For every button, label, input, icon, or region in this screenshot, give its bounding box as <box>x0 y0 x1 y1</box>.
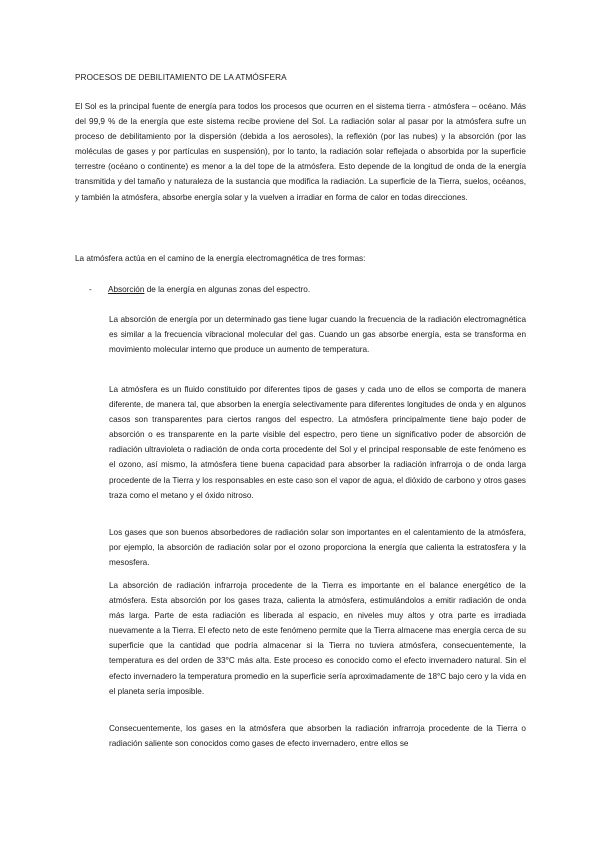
list-bullet: - <box>89 285 92 294</box>
list-item-rest: de la energía en algunas zonas del espectro. <box>144 285 311 294</box>
document-title: PROCESOS DE DEBILITAMIENTO DE LA ATMÓSFERA <box>75 73 287 82</box>
forms-intro-paragraph: La atmósfera actúa en el camino de la energía electromagnética de tres formas: <box>75 254 366 263</box>
list-item-text <box>108 282 310 297</box>
solar-absorbers-paragraph: Los gases que son buenos absorbedores de radiación solar son importantes en el calentamiento de la atmósfera, por ejemplo, la absorción de radiación solar por el ozono proporciona la energía que calienta la estratosfera y la mesosfera. <box>109 528 526 568</box>
atmosphere-gases-paragraph: La atmósfera es un fluido constituido por diferentes tipos de gases y cada uno de ellos se comporta de manera diferente, de manera tal, que absorben la energía selectivamente para diferentes longitudes de onda y en algunos casos son transparentes para ciertos rangos del espectro. La atmósfera principalmente tiene bajo poder de absorción o es transparente en la parte visible del espectro, pero tiene un significativo poder de absorción de radiación ultravioleta o radiación de onda corta procedente del Sol y el principal responsable de este fenómeno es el ozono, así mismo, la atmósfera tiene buena capacidad para absorber la radiación infrarroja o de onda larga procedente de la Tierra y los responsables en este caso son el vapor de agua, el dióxido de carbono y otros gases traza como el metano y el óxido nitroso. <box>109 385 526 500</box>
absorption-definition-paragraph: La absorción de energía por un determinado gas tiene lugar cuando la frecuencia de la radiación electromagnética es similar a la frecuencia vibracional molecular del gas. Cuando un gas absorbe energía, esta se transforma en movimiento molecular interno que produce un aumento de temperatura. <box>109 315 526 355</box>
infrared-absorption-paragraph: La absorción de radiación infrarroja procedente de la Tierra es importante en el balance energético de la atmósfera. Esta absorción por los gases traza, calienta la atmósfera, estimulándolos a emitir radiación de onda más larga. Parte de esta radiación es liberada al espacio, en niveles muy altos y otra parte es irradiada nuevamente a la Tierra. El efecto neto de este fenómeno permite que la Tierra almacene mas energía cerca de su superficie que la cantidad que podría almacenar si la Tierra no tuviera atmósfera, consecuentemente, la temperatura es del orden de 33°C más alta. Este proceso es conocido como el efecto invernadero natural. Sin el efecto invernadero la temperatura promedio en la superficie sería aproximadamente de 18°C bajo cero y la vida en el planeta sería imposible. <box>109 581 526 696</box>
intro-paragraph: El Sol es la principal fuente de energía para todos los procesos que ocurren en el sistema tierra - atmósfera – océano. Más del 99,9 % de la energía que este sistema recibe proviene del Sol. La radiación solar al pasar por la atmósfera sufre un proceso de debilitamiento por la dispersión (debida a los aerosoles), la reflexión (por las nubes) y la absorción (por las moléculas de gases y por partículas en suspensión), por lo tanto, la radiación solar reflejada o absorbida por la superficie terrestre (océano o continente) es menor a la del tope de la atmósfera. Esto depende de la longitud de onda de la energía transmitida y del tamaño y naturaleza de la sustancia que modifica la radiación. La superficie de la Tierra, suelos, océanos, y también la atmósfera, absorbe energía solar y la vuelven a irradiar en forma de calor en todas direcciones. <box>75 102 526 202</box>
greenhouse-gases-paragraph: Consecuentemente, los gases en la atmósfera que absorben la radiación infrarroja procedente de la Tierra o radiación saliente son conocidos como gases de efecto invernadero, entre ellos se <box>109 724 526 749</box>
list-item-term: Absorción <box>108 285 145 294</box>
